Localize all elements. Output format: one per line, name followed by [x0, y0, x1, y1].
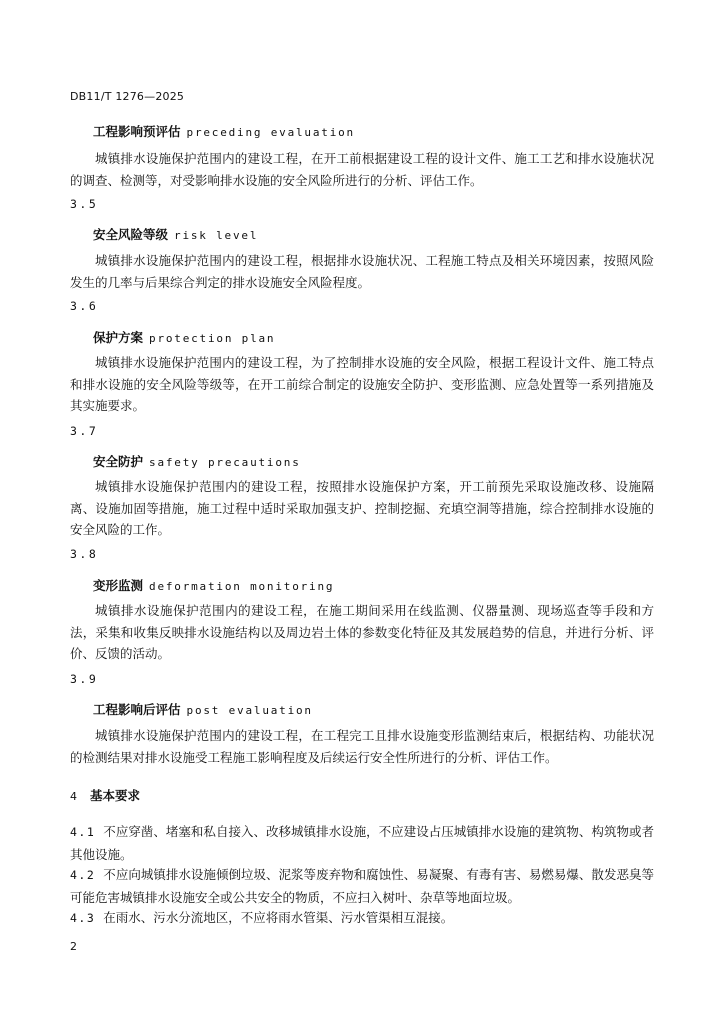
item-number: 4.2: [70, 868, 96, 882]
term-chinese-name: 变形监测: [93, 578, 144, 593]
term-english-name: protection plan: [149, 332, 276, 345]
term-title: [93, 576, 334, 594]
section-title: 基本要求: [90, 788, 141, 803]
section-number: 4: [70, 790, 77, 803]
term-english-name: safety precautions: [149, 456, 301, 469]
term-english-name: deformation monitoring: [149, 580, 335, 593]
term-chinese-name: 保护方案: [93, 330, 144, 345]
term-definition: 城镇排水设施保护范围内的建设工程，按照排水设施保护方案，开工前预先采取设施改移、设施隔离、设施加固等措施，施工过程中适时采取加强支护、控制挖掘、充填空洞等措施，综合控制排水设施的安全风险的工作。: [70, 479, 654, 537]
item-number: 4.3: [70, 911, 96, 925]
term-title: [93, 122, 355, 140]
clause-number: 3.7: [70, 424, 99, 438]
term-title: [93, 700, 313, 718]
term-english-name: preceding evaluation: [186, 126, 355, 139]
item-text: 不应穿凿、堵塞和私自接入、改移城镇排水设施，不应建设占压城镇排水设施的建筑物、构筑物或者其他设施。: [70, 824, 654, 862]
clause-number: 3.9: [70, 672, 99, 686]
requirement-item: [70, 864, 654, 908]
item-text: 不应向城镇排水设施倾倒垃圾、泥浆等废弃物和腐蚀性、易凝聚、有毒有害、易燃易爆、散发恶臭等可能危害城镇排水设施安全或公共安全的物质，不应扫入树叶、杂草等地面垃圾。: [70, 867, 654, 905]
term-chinese-name: 安全防护: [93, 454, 144, 469]
term-definition: 城镇排水设施保护范围内的建设工程，在开工前根据建设工程的设计文件、施工工艺和排水设施状况的调查、检测等，对受影响排水设施的安全风险所进行的分析、评估工作。: [70, 151, 654, 188]
term-english-name: risk level: [174, 229, 259, 242]
term-definition: 城镇排水设施保护范围内的建设工程，为了控制排水设施的安全风险，根据工程设计文件、施工特点和排水设施的安全风险等级等，在开工前综合制定的设施安全防护、变形监测、应急处置等一系列措施及其实施要求。: [70, 355, 654, 413]
term-chinese-name: 工程影响后评估: [93, 702, 181, 717]
term-title: [93, 452, 301, 470]
term-definition: 城镇排水设施保护范围内的建设工程，根据排水设施状况、工程施工特点及相关环境因素，按照风险发生的几率与后果综合判定的排水设施安全风险程度。: [70, 253, 654, 290]
term-definition: 城镇排水设施保护范围内的建设工程，在工程完工且排水设施变形监测结束后，根据结构、功能状况的检测结果对排水设施受工程施工影响程度及后续运行安全性所进行的分析、评估工作。: [70, 728, 654, 765]
term-title: [93, 328, 275, 346]
requirement-item: [70, 907, 654, 930]
term-english-name: post evaluation: [186, 704, 313, 717]
term-chinese-name: 安全风险等级: [93, 227, 169, 242]
clause-number: 3.5: [70, 197, 99, 211]
clause-number: 3.8: [70, 547, 99, 561]
term-definition: 城镇排水设施保护范围内的建设工程，在施工期间采用在线监测、仪器量测、现场巡查等手段和方法，采集和收集反映排水设施结构以及周边岩土体的参数变化特征及其发展趋势的信息，并进行分析、评价、反馈的活动。: [70, 603, 654, 661]
item-text: 在雨水、污水分流地区，不应将雨水管渠、污水管渠相互混接。: [103, 910, 454, 925]
document-code: DB11/T 1276—2025: [70, 90, 185, 103]
clause-number: 3.6: [70, 299, 99, 313]
section-heading: [70, 786, 140, 804]
term-title: [93, 225, 258, 243]
term-chinese-name: 工程影响预评估: [93, 124, 181, 139]
page-number: 2: [70, 940, 77, 953]
item-number: 4.1: [70, 825, 96, 839]
requirement-item: [70, 821, 654, 865]
